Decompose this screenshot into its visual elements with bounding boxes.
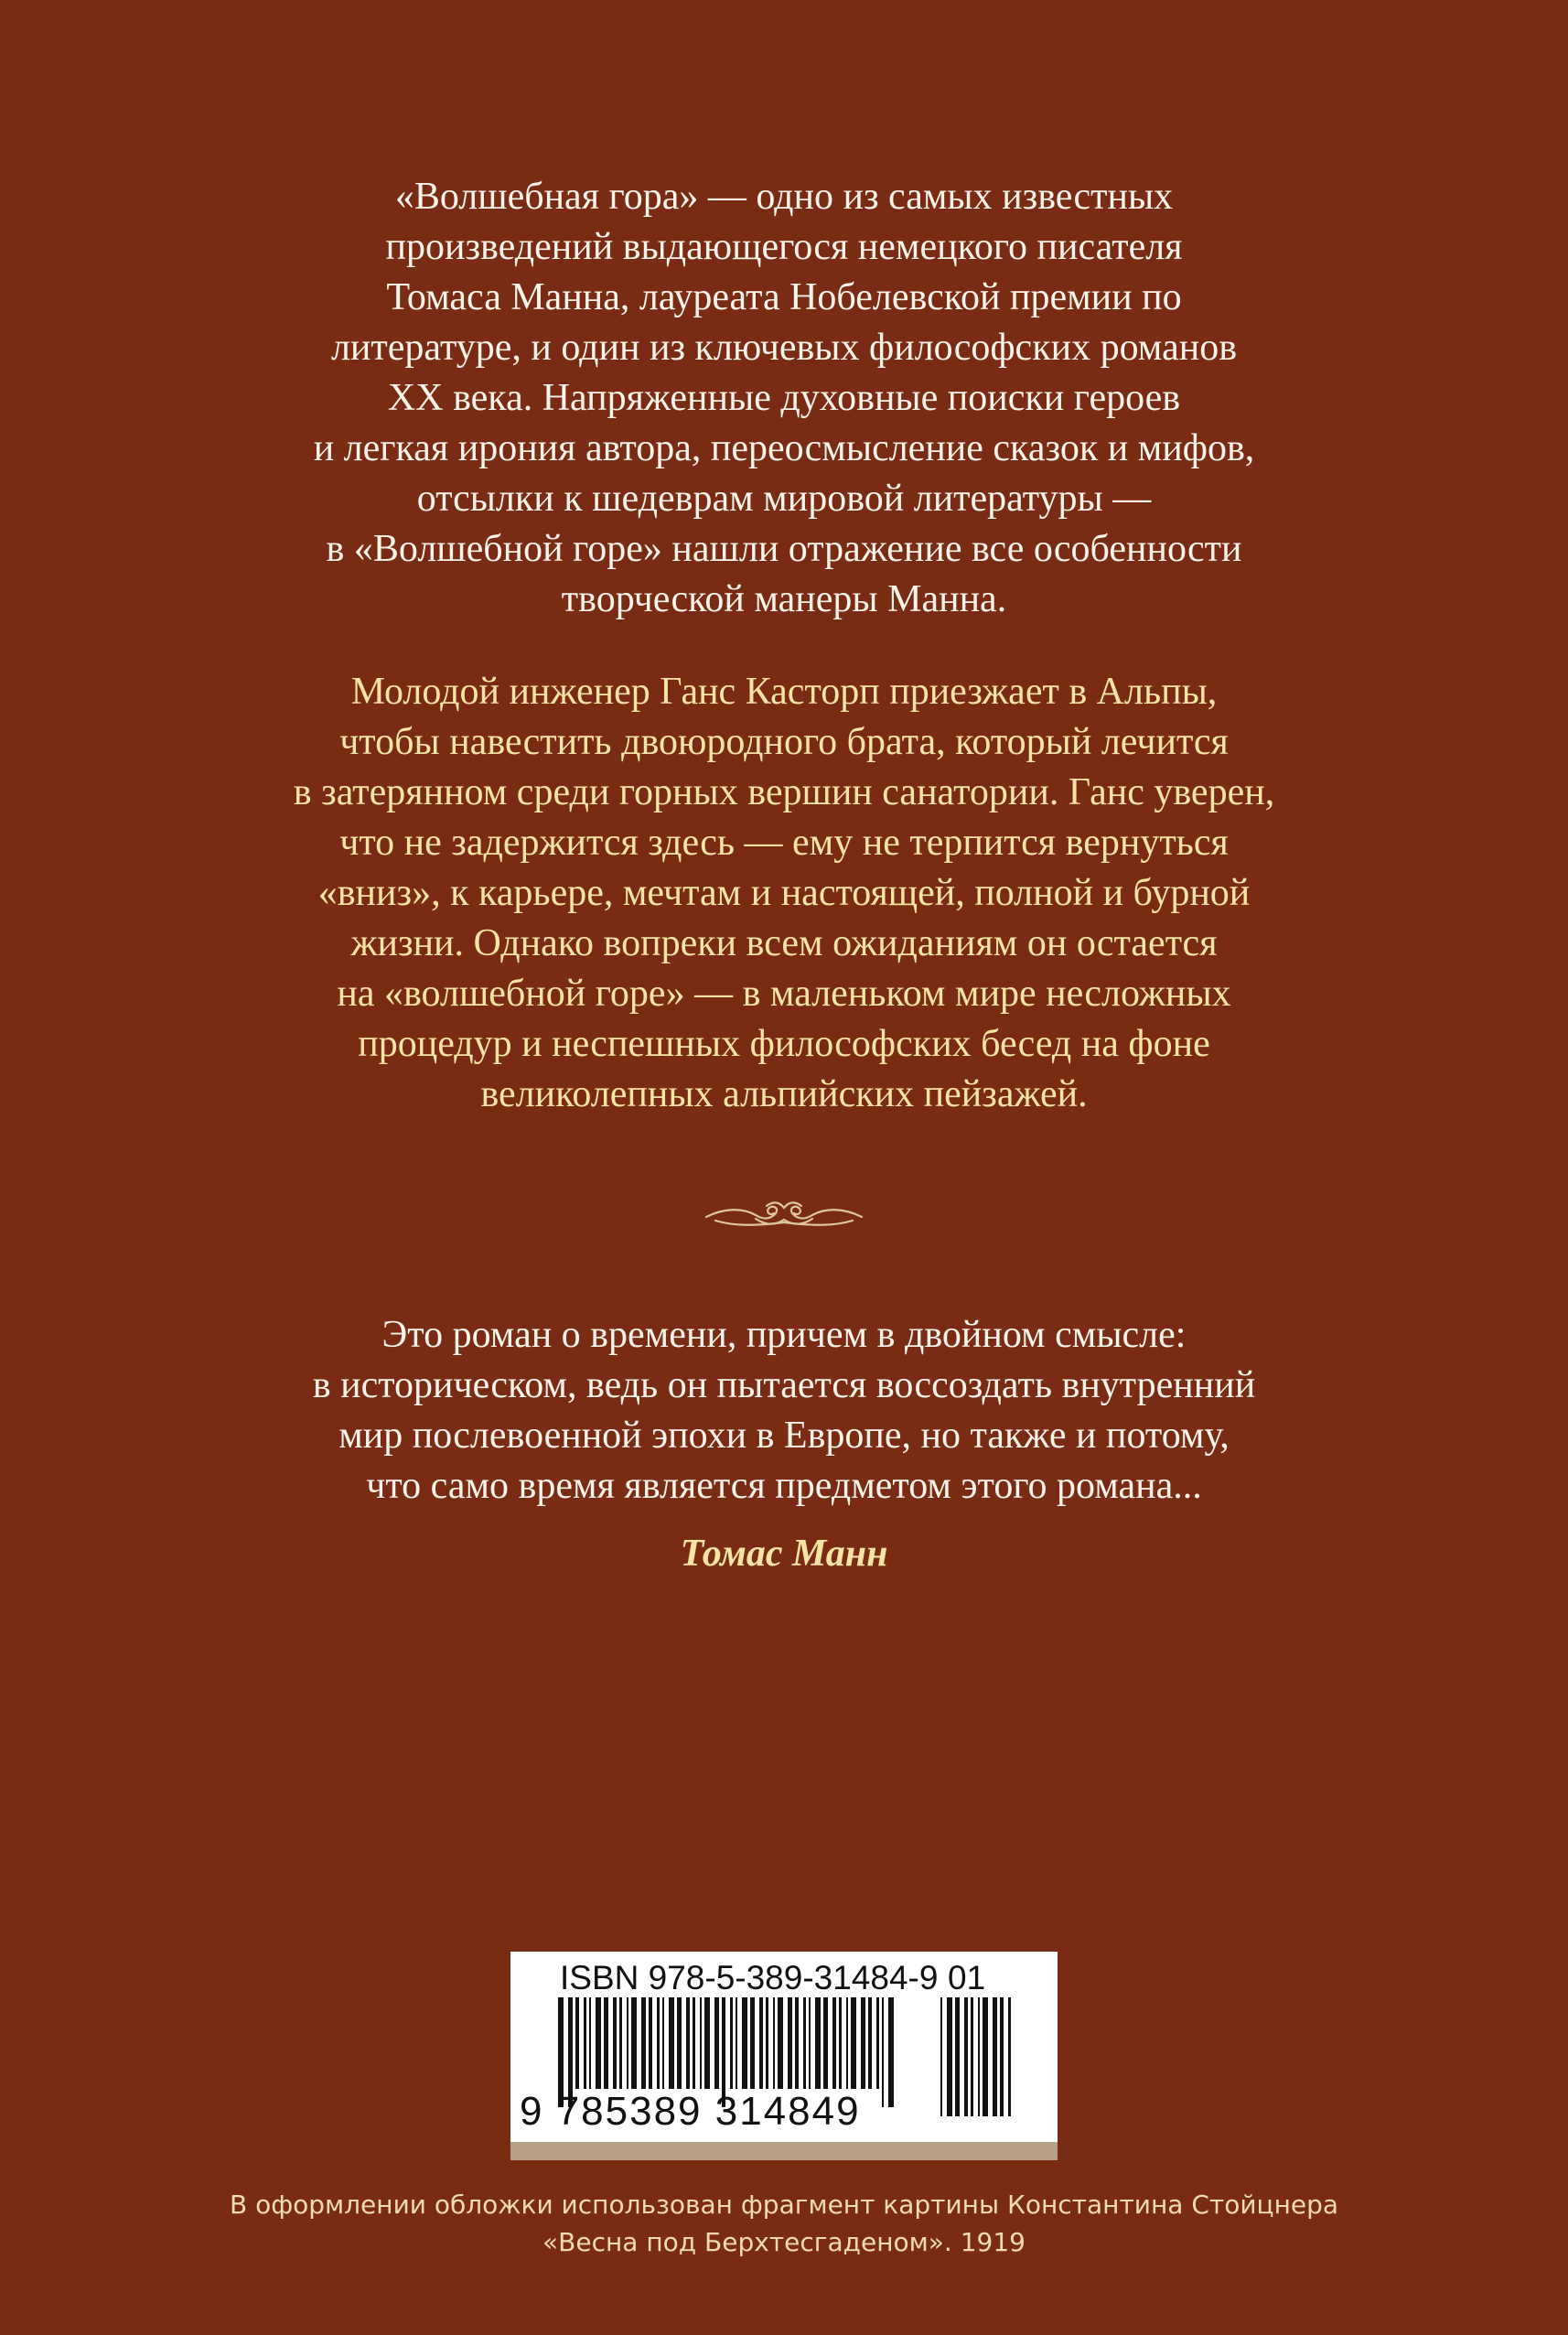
barcode-bar bbox=[641, 1997, 646, 2089]
credits-line: В оформлении обложки использован фрагмент картины Константина Стойцнера bbox=[229, 2190, 1339, 2220]
barcode-bar bbox=[627, 1997, 628, 2089]
barcode-bar bbox=[861, 1997, 865, 2089]
description-line: что не задержится здесь — ему не терпится вернуться bbox=[339, 822, 1229, 864]
barcode-digits: 9 785389 314849 bbox=[520, 2089, 861, 2134]
cover-credits bbox=[0, 2186, 1568, 2261]
barcode-bar bbox=[657, 1997, 660, 2089]
barcode-bar bbox=[575, 1997, 579, 2089]
barcode-bar bbox=[669, 1997, 674, 2089]
description-line: XX века. Напряженные духовные поиски героев bbox=[387, 377, 1181, 419]
barcode-bar bbox=[993, 1997, 997, 2116]
barcode-addon-number: 01 bbox=[948, 1959, 986, 1996]
description-paragraph-1 bbox=[110, 172, 1458, 625]
barcode-bar bbox=[766, 1997, 768, 2089]
description-line: отсылки к шедеврам мировой литературы — bbox=[416, 478, 1152, 520]
description-line: «Волшебная гора» — одно из самых известных bbox=[394, 176, 1174, 218]
barcode-bar bbox=[730, 1997, 733, 2089]
description-line: «вниз», к карьере, мечтам и настоящей, полной и бурной bbox=[317, 872, 1251, 914]
barcode-bar bbox=[742, 1997, 747, 2089]
quote-line: мир послевоенной эпохи в Европе, но также и потому, bbox=[338, 1415, 1230, 1457]
quote-line: Это роман о времени, причем в двойном смысле: bbox=[381, 1314, 1187, 1356]
barcode-bar bbox=[714, 1997, 719, 2089]
barcode-bar bbox=[750, 1997, 755, 2089]
barcode-bar bbox=[1008, 1997, 1011, 2116]
description-line: жизни. Однако вопреки всем ожиданиям он остается bbox=[350, 922, 1218, 964]
barcode-bar bbox=[868, 1997, 872, 2089]
description-line: в «Волшебной горе» нашли отражение все особенности bbox=[326, 528, 1242, 570]
barcode-bar bbox=[815, 1997, 821, 2089]
barcode-bar bbox=[978, 1997, 980, 2116]
barcode-bar bbox=[888, 1997, 894, 2107]
description-line: Молодой инженер Ганс Касторп приезжает в Альпы, bbox=[350, 671, 1218, 713]
barcode-bar bbox=[882, 1997, 884, 2107]
barcode-bar bbox=[686, 1997, 690, 2089]
barcode-bar bbox=[803, 1997, 806, 2089]
barcode-bar bbox=[788, 1997, 792, 2089]
barcode-bar bbox=[693, 1997, 695, 2089]
barcode-bar bbox=[1000, 1997, 1004, 2116]
barcode-bar bbox=[795, 1997, 799, 2089]
quote-paragraph bbox=[110, 1310, 1458, 1512]
barcode-bar bbox=[677, 1997, 682, 2089]
description-line: на «волшебной горе» — в маленьком мире несложных bbox=[337, 973, 1231, 1015]
barcode-bar bbox=[662, 1997, 664, 2089]
description-paragraph-2 bbox=[110, 667, 1458, 1120]
description-line: великолепных альпийских пейзажей. bbox=[480, 1073, 1088, 1115]
barcode-bar bbox=[736, 1997, 737, 2089]
barcode-bar bbox=[631, 1997, 637, 2089]
barcode-bar bbox=[619, 1997, 622, 2089]
description-line: процедур и неспешных философских бесед на фоне bbox=[358, 1023, 1210, 1065]
barcode-bar bbox=[613, 1997, 617, 2089]
barcode-bar bbox=[823, 1997, 828, 2089]
barcode-bar bbox=[876, 1997, 879, 2089]
quote-line: что само время является предметом этого романа... bbox=[366, 1465, 1202, 1507]
barcode-bar bbox=[971, 1997, 973, 2116]
barcode-bar bbox=[778, 1997, 783, 2089]
description-line: творческой манеры Манна. bbox=[561, 578, 1007, 620]
description-line: и легкая ирония автора, переосмысление сказок и мифов, bbox=[313, 427, 1255, 469]
barcode-bar bbox=[773, 1997, 775, 2089]
barcode-bar bbox=[809, 1997, 811, 2089]
barcode-bar bbox=[759, 1997, 763, 2089]
description-line: Томаса Манна, лауреата Нобелевской премии по bbox=[386, 276, 1182, 318]
barcode-bar bbox=[983, 1997, 988, 2116]
isbn-label: ISBN 978-5-389-31484-9 bbox=[560, 1959, 939, 1996]
barcode-bar bbox=[649, 1997, 652, 2089]
barcode-bar bbox=[584, 1997, 586, 2089]
quote-author: Томас Манн bbox=[680, 1533, 888, 1575]
barcode-bar bbox=[955, 1997, 960, 2116]
barcode-bar bbox=[964, 1997, 968, 2116]
flourish-ornament-icon bbox=[703, 1195, 865, 1235]
barcode-bar bbox=[589, 1997, 591, 2089]
description-line: в затерянном среди горных вершин санатории. Ганс уверен, bbox=[293, 771, 1275, 813]
description-line: чтобы навестить двоюродного брата, который лечится bbox=[339, 721, 1229, 763]
barcode-bar bbox=[832, 1997, 836, 2089]
barcode-bar bbox=[846, 1997, 848, 2089]
barcode-bar bbox=[704, 1997, 710, 2089]
description-line: произведений выдающегося немецкого писателя bbox=[385, 226, 1183, 268]
barcode-bar bbox=[700, 1997, 702, 2089]
barcode-bar bbox=[851, 1997, 856, 2089]
credits-line: «Весна под Берхтесгаденом». 1919 bbox=[542, 2227, 1026, 2257]
barcode-bar bbox=[596, 1997, 601, 2089]
quote-line: в историческом, ведь он пытается воссоздать внутренний bbox=[312, 1364, 1256, 1406]
barcode-bar bbox=[940, 1997, 942, 2116]
barcode-bar bbox=[839, 1997, 842, 2089]
barcode-bar bbox=[947, 1997, 952, 2116]
barcode-bar bbox=[604, 1997, 608, 2089]
barcode-bottom-strip bbox=[510, 2142, 1058, 2160]
description-line: литературе, и один из ключевых философских романов bbox=[330, 327, 1238, 369]
barcode-panel bbox=[510, 1952, 1058, 2160]
